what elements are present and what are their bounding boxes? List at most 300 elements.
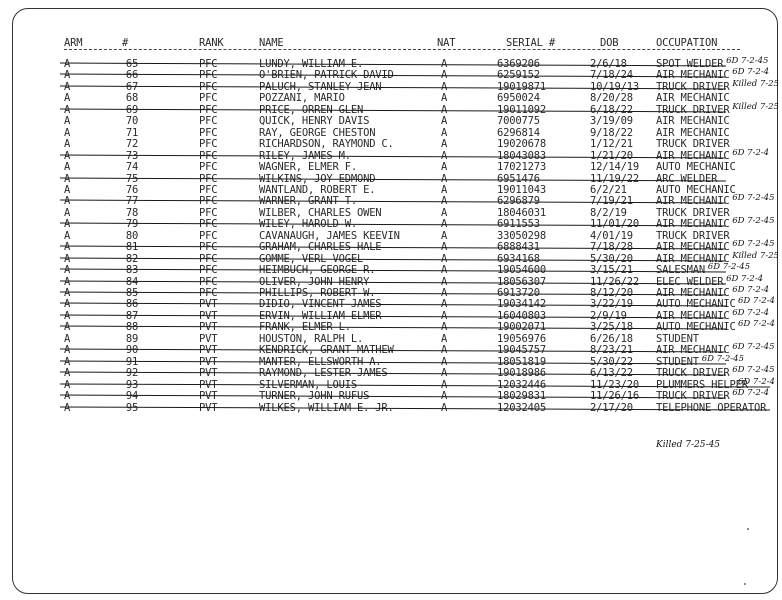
row-arm: A <box>64 287 71 299</box>
row-rank: PFC <box>199 115 218 128</box>
row-serial: 19020678 <box>497 138 546 151</box>
row-occupation: AIR MECHANIC <box>656 218 730 231</box>
handwritten-note: 6D 7-2-4 <box>732 285 770 295</box>
table-row <box>0 207 782 219</box>
row-nat: A <box>441 103 448 116</box>
row-nat: A <box>441 252 448 265</box>
table-row <box>0 184 782 196</box>
row-arm: A <box>64 241 71 254</box>
row-name: RICHARDSON, RAYMOND C. <box>259 138 394 151</box>
handwritten-note: 6D 7-2-4 <box>738 319 775 330</box>
row-occupation: ARC WELDER <box>656 172 718 185</box>
row-serial: 19002071 <box>497 321 546 334</box>
row-dob: 7/18/28 <box>590 241 633 254</box>
row-serial: 12032446 <box>497 378 546 391</box>
row-name: LUNDY, WILLIAM E. <box>259 58 364 70</box>
row-rank: PFC <box>199 172 218 185</box>
table-row <box>0 344 782 356</box>
row-arm: A <box>64 321 71 334</box>
row-arm: A <box>64 344 71 357</box>
handwritten-note: 6D 7-2-4 <box>732 67 770 78</box>
row-name: HOUSTON, RALPH L. <box>259 332 364 345</box>
row-arm: A <box>64 69 71 82</box>
row-rank: PVT <box>199 321 218 334</box>
handwritten-note: 6D 7-2-4 <box>738 376 775 387</box>
row-number: 86 <box>125 298 139 311</box>
row-rank: PFC <box>199 92 218 105</box>
row-rank: PFC <box>199 218 218 231</box>
row-arm: A <box>64 378 71 391</box>
row-arm: A <box>64 126 71 139</box>
row-rank: PVT <box>199 401 218 414</box>
row-name: DIDIO, VINCENT JAMES <box>259 298 382 311</box>
handwritten-note: Killed 7-25 <box>732 250 779 261</box>
table-row <box>0 298 782 310</box>
row-rank: PFC <box>199 229 218 242</box>
table-row <box>0 264 782 276</box>
row-rank: PFC <box>199 80 218 93</box>
row-name: WILKES, WILLIAM E. JR. <box>259 401 394 414</box>
row-arm: A <box>64 161 71 174</box>
table-row <box>0 321 782 333</box>
row-occupation: AIR MECHANIC <box>656 287 730 299</box>
row-arm: A <box>64 149 71 162</box>
row-name: WARNER, GRANT T. <box>259 195 357 208</box>
footer-handwritten-note: Killed 7-25-45 <box>656 440 721 450</box>
row-nat: A <box>441 298 448 311</box>
row-rank: PFC <box>199 58 218 70</box>
row-dob: 8/2/19 <box>590 206 627 219</box>
table-row <box>0 250 782 265</box>
row-serial: 16040803 <box>497 309 546 322</box>
row-number: 66 <box>125 69 139 82</box>
row-number: 83 <box>125 264 139 277</box>
row-name: MANTER, ELLSWORTH A. <box>259 355 382 368</box>
row-number: 88 <box>125 321 139 334</box>
table-row <box>0 390 782 402</box>
row-name: WILBER, CHARLES OWEN <box>259 206 382 219</box>
row-name: PRICE, ORREN GLEN <box>259 103 364 116</box>
row-rank: PFC <box>199 206 218 219</box>
table-row <box>0 195 782 207</box>
row-occupation: AIR MECHANIC <box>656 344 730 357</box>
row-serial: 6913720 <box>497 287 540 299</box>
row-name: QUICK, HENRY DAVIS <box>259 115 370 128</box>
row-occupation: SALESMAN <box>656 264 705 277</box>
handwritten-note: 6D 7-2-4 <box>738 296 775 307</box>
row-occupation: TRUCK DRIVER <box>656 80 730 93</box>
row-occupation: STUDENT <box>656 332 699 345</box>
row-serial: 19054600 <box>497 264 546 277</box>
row-occupation: AIR MECHANIC <box>656 126 730 139</box>
row-serial: 17021273 <box>497 161 546 174</box>
row-nat: A <box>441 264 448 277</box>
row-rank: PFC <box>199 275 218 288</box>
row-rank: PFC <box>199 183 218 196</box>
row-rank: PVT <box>199 390 218 403</box>
row-occupation: AUTO MECHANIC <box>656 183 736 196</box>
row-rank: PFC <box>199 69 218 82</box>
row-dob: 6/2/21 <box>590 183 627 196</box>
row-name: O'BRIEN, PATRICK DAVID <box>259 69 394 82</box>
row-number: 87 <box>125 309 139 322</box>
row-number: 95 <box>125 401 139 414</box>
row-name: PALUCH, STANLEY JEAN <box>259 80 382 93</box>
row-occupation: AIR MECHANIC <box>656 92 730 105</box>
row-dob: 5/30/20 <box>590 252 633 265</box>
row-serial: 6296879 <box>497 195 540 208</box>
row-name: WILKINS, JOY EDMOND <box>259 172 376 185</box>
row-arm: A <box>64 252 71 265</box>
row-number: 89 <box>125 332 139 345</box>
row-nat: A <box>441 390 448 403</box>
row-occupation: TRUCK DRIVER <box>656 390 730 403</box>
table-row <box>0 69 782 81</box>
row-name: WANTLAND, ROBERT E. <box>259 183 376 196</box>
row-serial: 6950024 <box>497 92 540 105</box>
row-dob: 8/23/21 <box>590 344 633 357</box>
row-arm: A <box>64 264 71 277</box>
handwritten-note: 6D 7-2-45 <box>732 239 775 250</box>
row-nat: A <box>441 69 448 82</box>
row-nat: A <box>441 195 448 208</box>
row-nat: A <box>441 241 448 254</box>
row-dob: 10/19/13 <box>590 80 639 93</box>
row-number: 90 <box>125 344 139 357</box>
row-rank: PFC <box>199 195 218 208</box>
row-arm: A <box>64 195 71 208</box>
handwritten-note: Killed 7-25 <box>732 78 779 89</box>
table-row <box>0 402 782 414</box>
row-arm: A <box>64 275 71 288</box>
row-serial: 19011092 <box>497 103 546 116</box>
row-serial: 7000775 <box>497 115 540 128</box>
header-occupation: OCCUPATION <box>656 37 718 49</box>
table-row <box>0 147 782 162</box>
row-nat: A <box>441 287 448 299</box>
row-dob: 3/19/09 <box>590 115 633 128</box>
row-rank: PFC <box>199 287 218 299</box>
row-serial: 6296814 <box>497 126 540 139</box>
row-rank: PVT <box>199 344 218 357</box>
row-name: WILEY, HAROLD W. <box>259 218 357 231</box>
row-name: TURNER, JOHN RUFUS <box>259 390 370 403</box>
row-dob: 4/01/19 <box>590 229 633 242</box>
row-arm: A <box>64 332 71 345</box>
row-nat: A <box>441 92 448 105</box>
row-nat: A <box>441 126 448 139</box>
speck <box>747 528 749 530</box>
row-arm: A <box>64 298 71 311</box>
row-serial: 6888431 <box>497 241 540 254</box>
handwritten-note: 6D 7-2-4 <box>732 147 770 158</box>
row-dob: 2/17/20 <box>590 401 633 414</box>
row-rank: PFC <box>199 103 218 116</box>
table-row <box>0 78 782 93</box>
header-rank: RANK <box>199 37 224 49</box>
row-rank: PFC <box>199 252 218 265</box>
row-dob: 3/22/19 <box>590 298 633 311</box>
row-dob: 2/6/18 <box>590 58 627 70</box>
row-nat: A <box>441 218 448 231</box>
row-number: 94 <box>125 390 139 403</box>
row-name: CAVANAUGH, JAMES KEEVIN <box>259 229 400 242</box>
row-dob: 3/15/21 <box>590 264 633 277</box>
row-number: 85 <box>125 287 139 299</box>
row-occupation: TRUCK DRIVER <box>656 103 730 116</box>
row-number: 73 <box>125 149 139 162</box>
row-dob: 8/12/20 <box>590 287 633 299</box>
row-nat: A <box>441 58 448 70</box>
table-row <box>0 353 782 368</box>
row-dob: 6/18/22 <box>590 103 633 116</box>
row-number: 82 <box>125 252 139 265</box>
row-occupation: STUDENT <box>656 355 699 368</box>
row-rank: PVT <box>199 355 218 368</box>
row-nat: A <box>441 344 448 357</box>
row-number: 72 <box>125 138 139 151</box>
row-arm: A <box>64 115 71 128</box>
row-rank: PFC <box>199 161 218 174</box>
row-dob: 3/25/18 <box>590 321 633 334</box>
row-occupation: AIR MECHANIC <box>656 149 730 162</box>
row-name: RAYMOND, LESTER JAMES <box>259 367 388 380</box>
row-rank: PFC <box>199 264 218 277</box>
handwritten-note: 6D 7-2-4 <box>732 388 770 399</box>
row-name: PHILLIPS, ROBERT W. <box>259 287 376 299</box>
table-row <box>0 230 782 242</box>
row-number: 74 <box>125 161 139 174</box>
header-name: NAME <box>259 37 284 49</box>
table-row <box>0 287 782 299</box>
row-occupation: AIR MECHANIC <box>656 195 730 208</box>
row-rank: PVT <box>199 332 218 345</box>
row-arm: A <box>64 172 71 185</box>
speck <box>744 583 746 585</box>
table-row <box>0 218 782 230</box>
row-occupation: TELEPHONE OPERATOR <box>656 401 767 414</box>
row-nat: A <box>441 138 448 151</box>
row-number: 81 <box>125 241 139 254</box>
row-nat: A <box>441 161 448 174</box>
row-arm: A <box>64 80 71 93</box>
header-number: # <box>122 37 129 49</box>
row-number: 91 <box>125 355 139 368</box>
row-dob: 7/19/21 <box>590 195 633 208</box>
row-number: 93 <box>125 378 139 391</box>
row-arm: A <box>64 138 71 151</box>
header-underline <box>64 49 740 50</box>
row-occupation: TRUCK DRIVER <box>656 367 730 380</box>
row-occupation: TRUCK DRIVER <box>656 206 730 219</box>
row-serial: 33050298 <box>497 229 546 242</box>
row-rank: PVT <box>199 309 218 322</box>
handwritten-note: 6D 7-2-45 <box>707 262 751 273</box>
row-number: 71 <box>125 126 139 139</box>
handwritten-note: 6D 7-2-45 <box>726 56 769 66</box>
row-serial: 19019871 <box>497 80 546 93</box>
row-arm: A <box>64 92 71 105</box>
table-header <box>0 37 782 49</box>
row-name: GRAHAM, CHARLES HALE <box>259 241 382 254</box>
row-occupation: TRUCK DRIVER <box>656 229 730 242</box>
row-serial: 6369206 <box>497 58 540 70</box>
row-serial: 19034142 <box>497 298 546 311</box>
row-serial: 19056976 <box>497 332 546 345</box>
row-number: 76 <box>125 183 139 196</box>
row-serial: 12032405 <box>497 401 546 414</box>
row-serial: 6259152 <box>497 69 540 82</box>
row-name: WAGNER, ELMER F. <box>259 161 357 174</box>
row-serial: 6934168 <box>497 252 540 265</box>
row-rank: PVT <box>199 367 218 380</box>
row-dob: 2/9/19 <box>590 309 627 322</box>
row-dob: 6/26/18 <box>590 332 633 345</box>
row-arm: A <box>64 218 71 231</box>
row-number: 84 <box>125 275 139 288</box>
row-nat: A <box>441 355 448 368</box>
table-row <box>0 273 782 288</box>
row-serial: 6911553 <box>497 218 540 231</box>
row-serial: 19011043 <box>497 183 546 196</box>
row-name: POZZANI, MARIO <box>259 92 345 105</box>
row-occupation: SPOT WELDER <box>656 58 724 70</box>
row-dob: 11/26/16 <box>590 390 639 403</box>
row-nat: A <box>441 80 448 93</box>
row-nat: A <box>441 206 448 219</box>
row-number: 70 <box>125 115 139 128</box>
row-serial: 18051819 <box>497 355 546 368</box>
row-serial: 18043083 <box>497 149 546 162</box>
row-nat: A <box>441 332 448 345</box>
row-occupation: AIR MECHANIC <box>656 252 730 265</box>
header-arm: ARM <box>64 37 83 49</box>
header-serial: SERIAL # <box>506 37 555 49</box>
row-dob: 9/18/22 <box>590 126 633 139</box>
table-row <box>0 367 782 379</box>
row-nat: A <box>441 229 448 242</box>
handwritten-note: 6D 7-2-45 <box>701 353 744 364</box>
row-serial: 6951476 <box>497 172 540 185</box>
handwritten-note: 6D 7-2-4 <box>732 307 770 318</box>
row-serial: 18056307 <box>497 275 546 288</box>
row-number: 92 <box>125 367 139 380</box>
row-nat: A <box>441 183 448 196</box>
row-name: HEIMBUCH, GEORGE R. <box>259 264 376 277</box>
table-row <box>0 101 782 116</box>
row-number: 68 <box>125 92 139 105</box>
row-number: 77 <box>125 195 139 208</box>
table-row <box>0 241 782 253</box>
row-serial: 18029831 <box>497 390 546 403</box>
table-row <box>0 307 782 322</box>
row-arm: A <box>64 390 71 403</box>
table-row <box>0 127 782 139</box>
row-occupation: AUTO MECHANIC <box>656 161 736 174</box>
row-occupation: AIR MECHANIC <box>656 241 730 254</box>
row-nat: A <box>441 309 448 322</box>
row-arm: A <box>64 58 71 70</box>
row-name: GOMME, VERL VOGEL <box>259 252 364 265</box>
handwritten-note: 6D 7-2-4 <box>726 273 763 284</box>
row-nat: A <box>441 401 448 414</box>
row-nat: A <box>441 321 448 334</box>
header-nat: NAT <box>437 37 456 49</box>
row-dob: 11/19/22 <box>590 172 639 185</box>
row-dob: 1/12/21 <box>590 138 633 151</box>
row-name: RILEY, JAMES M. <box>259 149 351 162</box>
handwritten-note: 6D 7-2-45 <box>732 365 775 376</box>
table-row <box>0 376 782 391</box>
row-serial: 18046031 <box>497 206 546 219</box>
row-number: 75 <box>125 172 139 185</box>
row-occupation: AUTO MECHANIC <box>656 298 736 311</box>
header-dob: DOB <box>600 37 619 49</box>
table-row <box>0 92 782 104</box>
row-serial: 19018986 <box>497 367 546 380</box>
table-row <box>0 161 782 173</box>
row-nat: A <box>441 115 448 128</box>
handwritten-note: 6D 7-2-45 <box>732 193 775 204</box>
table-row <box>0 115 782 127</box>
row-arm: A <box>64 206 71 219</box>
row-nat: A <box>441 172 448 185</box>
row-arm: A <box>64 355 71 368</box>
handwritten-note: Killed 7-25 <box>732 101 779 112</box>
row-name: OLIVER, JOHN HENRY <box>259 275 370 288</box>
row-rank: PFC <box>199 138 218 151</box>
row-dob: 5/30/22 <box>590 355 633 368</box>
row-dob: 11/01/20 <box>590 218 639 231</box>
row-dob: 8/20/28 <box>590 92 633 105</box>
row-occupation: AIR MECHANIC <box>656 115 730 128</box>
handwritten-note: 6D 7-2-45 <box>732 216 775 227</box>
row-arm: A <box>64 309 71 322</box>
row-number: 79 <box>125 218 139 231</box>
row-arm: A <box>64 367 71 380</box>
row-occupation: AIR MECHANIC <box>656 309 730 322</box>
table-row <box>0 173 782 185</box>
row-rank: PFC <box>199 126 218 139</box>
row-nat: A <box>441 149 448 162</box>
row-rank: PFC <box>199 241 218 254</box>
row-dob: 12/14/19 <box>590 161 639 174</box>
row-name: FRANK, ELMER L. <box>259 321 351 334</box>
row-dob: 1/21/20 <box>590 149 633 162</box>
row-number: 78 <box>125 206 139 219</box>
row-name: KENDRICK, GRANT MATHEW <box>259 344 394 357</box>
table-row <box>0 58 782 70</box>
row-arm: A <box>64 183 71 196</box>
row-nat: A <box>441 367 448 380</box>
row-name: SILVERMAN, LOUIS <box>259 378 357 391</box>
row-arm: A <box>64 103 71 116</box>
table-row <box>0 138 782 150</box>
row-number: 80 <box>125 229 139 242</box>
row-rank: PVT <box>199 298 218 311</box>
row-rank: PVT <box>199 378 218 391</box>
row-number: 67 <box>125 80 139 93</box>
row-arm: A <box>64 229 71 242</box>
row-nat: A <box>441 275 448 288</box>
row-name: ERVIN, WILLIAM ELMER <box>259 309 382 322</box>
row-dob: 11/26/22 <box>590 275 639 288</box>
row-dob: 7/18/24 <box>590 69 633 82</box>
row-number: 69 <box>125 103 139 116</box>
row-nat: A <box>441 378 448 391</box>
handwritten-note: 6D 7-2-45 <box>732 342 775 353</box>
row-occupation: AUTO MECHANIC <box>656 321 736 334</box>
